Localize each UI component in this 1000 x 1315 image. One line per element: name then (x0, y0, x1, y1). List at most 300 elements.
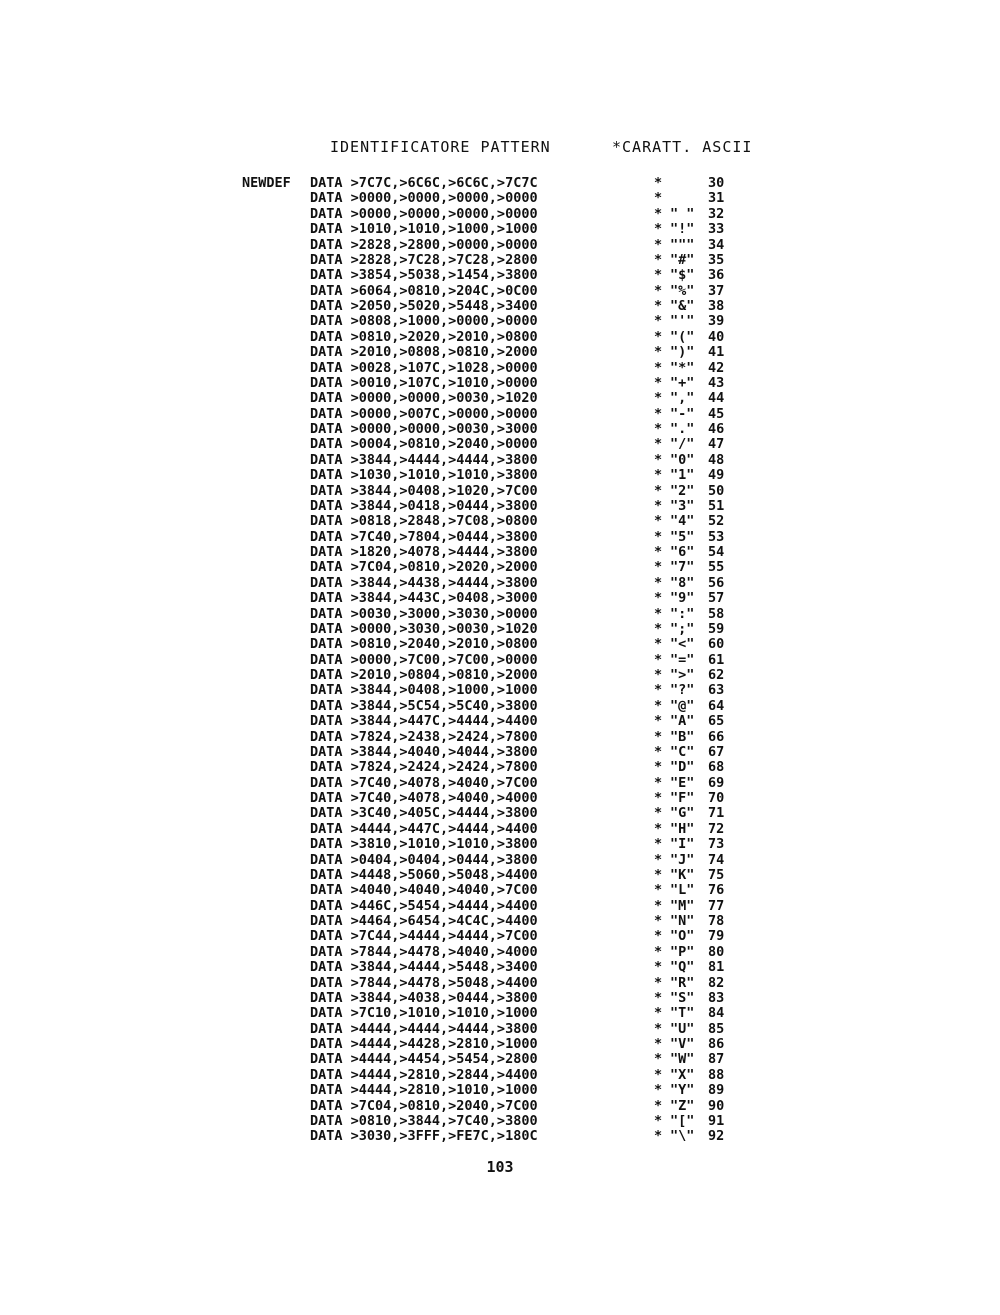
listing-row (0, 560, 1000, 575)
listing-row (0, 1083, 1000, 1098)
comment-marker: * (654, 728, 663, 745)
listing-row (0, 345, 1000, 360)
ascii-code: 74 (708, 851, 725, 868)
data-statement: DATA >3C40,>405C,>4444,>3800 (310, 805, 538, 822)
ascii-code: 71 (708, 805, 725, 822)
comment-marker: * (654, 913, 663, 929)
ascii-code: 41 (708, 344, 725, 361)
data-statement: DATA >2828,>2800,>0000,>0000 (310, 236, 538, 253)
comment-marker: * (654, 805, 663, 822)
listing-row (0, 376, 1000, 391)
data-statement: DATA >3810,>1010,>1010,>3800 (310, 836, 538, 853)
data-statement: DATA >7824,>2424,>2424,>7800 (310, 759, 538, 776)
ascii-code: 58 (708, 605, 725, 622)
ascii-character: "/" (670, 436, 695, 453)
ascii-character: "5" (670, 528, 695, 545)
ascii-code: 77 (708, 897, 725, 914)
ascii-character: "X" (670, 1066, 695, 1083)
listing-row (0, 622, 1000, 637)
listing-row (0, 868, 1000, 883)
comment-marker: * (654, 1051, 663, 1068)
ascii-code: 60 (708, 636, 725, 653)
ascii-character: "Y" (670, 1082, 695, 1099)
data-statement: DATA >0000,>007C,>0000,>0000 (310, 405, 538, 422)
data-statement: DATA >7C40,>7804,>0444,>3800 (310, 528, 538, 545)
data-statement: DATA >0028,>107C,>1028,>0000 (310, 359, 538, 376)
listing-row (0, 1022, 1000, 1037)
comment-marker: * (654, 928, 663, 945)
comment-marker: * (654, 359, 663, 376)
data-statement: DATA >0000,>0000,>0030,>3000 (310, 421, 538, 437)
listing-row (0, 637, 1000, 652)
ascii-code: 69 (708, 774, 725, 791)
ascii-character: "G" (670, 805, 695, 822)
comment-marker: * (654, 697, 663, 714)
listing-row (0, 207, 1000, 222)
ascii-character: "E" (670, 774, 695, 791)
comment-marker: * (654, 467, 663, 484)
ascii-character: "+" (670, 374, 695, 391)
ascii-character: "4" (670, 513, 695, 530)
ascii-character: "M" (670, 897, 695, 914)
comment-marker: * (654, 774, 663, 791)
comment-marker: * (654, 1128, 663, 1145)
ascii-code: 37 (708, 282, 725, 299)
data-statement: DATA >7C7C,>6C6C,>6C6C,>7C7C (310, 175, 538, 191)
comment-marker: * (654, 344, 663, 361)
ascii-code: 39 (708, 313, 725, 330)
comment-marker: * (654, 620, 663, 637)
listing-row (0, 530, 1000, 545)
data-statement: DATA >2010,>0808,>0810,>2000 (310, 344, 538, 361)
comment-marker: * (654, 590, 663, 607)
ascii-character: "L" (670, 882, 695, 899)
listing-row (0, 837, 1000, 852)
data-statement: DATA >0030,>3000,>3030,>0000 (310, 605, 538, 622)
listing-row (0, 238, 1000, 253)
listing-row (0, 576, 1000, 591)
ascii-character: "V" (670, 1036, 695, 1052)
ascii-code: 85 (708, 1020, 725, 1037)
listing-row (0, 1006, 1000, 1021)
comment-marker: * (654, 851, 663, 868)
data-statement: DATA >3844,>4444,>4444,>3800 (310, 451, 538, 468)
listing-row (0, 407, 1000, 422)
listing-row (0, 745, 1000, 760)
comment-marker: * (654, 405, 663, 422)
comment-marker: * (654, 175, 663, 191)
ascii-character: "[" (670, 1112, 695, 1129)
comment-marker: * (654, 713, 663, 730)
listing-row (0, 699, 1000, 714)
data-statement: DATA >0808,>1000,>0000,>0000 (310, 313, 538, 330)
listing-row (0, 791, 1000, 806)
ascii-code: 72 (708, 820, 725, 837)
listing-row (0, 191, 1000, 206)
listing-row (0, 1037, 1000, 1052)
ascii-code: 49 (708, 467, 725, 484)
ascii-code: 56 (708, 574, 725, 591)
ascii-code: 79 (708, 928, 725, 945)
ascii-code: 61 (708, 651, 725, 668)
comment-marker: * (654, 282, 663, 299)
data-statement: DATA >7824,>2438,>2424,>7800 (310, 728, 538, 745)
data-statement: DATA >4444,>447C,>4444,>4400 (310, 820, 538, 837)
comment-marker: * (654, 605, 663, 622)
ascii-character: ":" (670, 605, 695, 622)
data-statement: DATA >1010,>1010,>1000,>1000 (310, 221, 538, 238)
ascii-code: 86 (708, 1036, 725, 1052)
data-statement: DATA >3844,>4444,>5448,>3400 (310, 959, 538, 976)
listing-row (0, 806, 1000, 821)
comment-marker: * (654, 436, 663, 453)
ascii-character: "$" (670, 267, 695, 284)
data-statement: DATA >0810,>3844,>7C40,>3800 (310, 1112, 538, 1129)
data-statement: DATA >7C44,>4444,>4444,>7C00 (310, 928, 538, 945)
listing-row (0, 853, 1000, 868)
listing-row (0, 499, 1000, 514)
ascii-code: 35 (708, 251, 725, 268)
data-statement: DATA >0000,>0000,>0030,>1020 (310, 390, 538, 407)
listing-row (0, 883, 1000, 898)
comment-marker: * (654, 221, 663, 238)
ascii-code: 87 (708, 1051, 725, 1068)
data-statement: DATA >4444,>4454,>5454,>2800 (310, 1051, 538, 1068)
ascii-character: "S" (670, 989, 695, 1006)
comment-marker: * (654, 790, 663, 806)
listing-row (0, 484, 1000, 499)
ascii-character: "A" (670, 713, 695, 730)
ascii-character: "6" (670, 544, 695, 560)
data-statement: DATA >3844,>5C54,>5C40,>3800 (310, 697, 538, 714)
listing-row (0, 730, 1000, 745)
data-statement: DATA >4464,>6454,>4C4C,>4400 (310, 913, 538, 929)
listing-row (0, 1068, 1000, 1083)
comment-marker: * (654, 374, 663, 391)
ascii-code: 76 (708, 882, 725, 899)
data-statement: DATA >1030,>1010,>1010,>3800 (310, 467, 538, 484)
ascii-character: "&" (670, 298, 695, 314)
listing-row (0, 760, 1000, 775)
ascii-code: 59 (708, 620, 725, 637)
data-statement: DATA >4444,>2810,>2844,>4400 (310, 1066, 538, 1083)
ascii-character: "-" (670, 405, 695, 422)
listing-row (0, 453, 1000, 468)
comment-marker: * (654, 1036, 663, 1052)
data-statement: DATA >4448,>5060,>5048,>4400 (310, 866, 538, 883)
listing-row (0, 176, 1000, 191)
ascii-character: "'" (670, 313, 695, 330)
comment-marker: * (654, 1097, 663, 1114)
comment-marker: * (654, 421, 663, 437)
ascii-code: 47 (708, 436, 725, 453)
comment-marker: * (654, 974, 663, 991)
ascii-character: "9" (670, 590, 695, 607)
data-statement: DATA >3844,>447C,>4444,>4400 (310, 713, 538, 730)
comment-marker: * (654, 836, 663, 853)
comment-marker: * (654, 298, 663, 314)
data-statement: DATA >3844,>443C,>0408,>3000 (310, 590, 538, 607)
page-number: 103 (486, 1158, 514, 1176)
listing-row (0, 299, 1000, 314)
ascii-code: 68 (708, 759, 725, 776)
data-statement: DATA >4444,>2810,>1010,>1000 (310, 1082, 538, 1099)
ascii-code: 62 (708, 667, 725, 683)
listing-row (0, 929, 1000, 944)
data-statement: DATA >1820,>4078,>4444,>3800 (310, 544, 538, 560)
ascii-character: ">" (670, 667, 695, 683)
ascii-code: 81 (708, 959, 725, 976)
listing-row (0, 1052, 1000, 1067)
header-ascii-character: *CARATT. ASCII (612, 138, 753, 156)
comment-marker: * (654, 897, 663, 914)
data-statement: DATA >0000,>0000,>0000,>0000 (310, 190, 538, 207)
data-statement: DATA >3854,>5038,>1454,>3800 (310, 267, 538, 284)
ascii-code: 92 (708, 1128, 725, 1145)
ascii-character: "(" (670, 328, 695, 345)
ascii-character: "U" (670, 1020, 695, 1037)
data-statement: DATA >0404,>0404,>0444,>3800 (310, 851, 538, 868)
data-statement: DATA >6064,>0810,>204C,>0C00 (310, 282, 538, 299)
listing-row (0, 591, 1000, 606)
ascii-character: "I" (670, 836, 695, 853)
comment-marker: * (654, 959, 663, 976)
ascii-character: "," (670, 390, 695, 407)
listing-row (0, 822, 1000, 837)
listing-row (0, 391, 1000, 406)
ascii-code: 65 (708, 713, 725, 730)
comment-marker: * (654, 251, 663, 268)
ascii-character: "P" (670, 943, 695, 960)
data-statement: DATA >446C,>5454,>4444,>4400 (310, 897, 538, 914)
ascii-character: "#" (670, 251, 695, 268)
ascii-character: "K" (670, 866, 695, 883)
listing-row (0, 1099, 1000, 1114)
listing-row (0, 437, 1000, 452)
ascii-character: "." (670, 421, 695, 437)
data-statement: DATA >3844,>0418,>0444,>3800 (310, 497, 538, 514)
ascii-character: ")" (670, 344, 695, 361)
ascii-character: "%" (670, 282, 695, 299)
data-statement: DATA >2010,>0804,>0810,>2000 (310, 667, 538, 683)
listing-row (0, 607, 1000, 622)
ascii-character: "8" (670, 574, 695, 591)
ascii-code: 70 (708, 790, 725, 806)
ascii-code: 30 (708, 175, 725, 191)
ascii-code: 89 (708, 1082, 725, 1099)
ascii-code: 40 (708, 328, 725, 345)
data-statement: DATA >0004,>0810,>2040,>0000 (310, 436, 538, 453)
ascii-character: "7" (670, 559, 695, 576)
header-pattern-identifier: IDENTIFICATORE PATTERN (330, 138, 551, 156)
data-statement: DATA >7844,>4478,>4040,>4000 (310, 943, 538, 960)
data-statement: DATA >4040,>4040,>4040,>7C00 (310, 882, 538, 899)
comment-marker: * (654, 236, 663, 253)
ascii-character: "<" (670, 636, 695, 653)
data-statement: DATA >3030,>3FFF,>FE7C,>180C (310, 1128, 538, 1145)
listing-row (0, 545, 1000, 560)
comment-marker: * (654, 759, 663, 776)
ascii-code: 75 (708, 866, 725, 883)
data-statement: DATA >0000,>7C00,>7C00,>0000 (310, 651, 538, 668)
ascii-code: 36 (708, 267, 725, 284)
ascii-character: "H" (670, 820, 695, 837)
comment-marker: * (654, 559, 663, 576)
listing-row (0, 945, 1000, 960)
data-statement: DATA >7C40,>4078,>4040,>7C00 (310, 774, 538, 791)
data-statement: DATA >3844,>4040,>4044,>3800 (310, 743, 538, 760)
listing-row (0, 960, 1000, 975)
comment-marker: * (654, 1020, 663, 1037)
data-statement: DATA >0810,>2040,>2010,>0800 (310, 636, 538, 653)
comment-marker: * (654, 1112, 663, 1129)
data-statement: DATA >3844,>4038,>0444,>3800 (310, 989, 538, 1006)
listing-row (0, 253, 1000, 268)
data-statement: DATA >7C04,>0810,>2040,>7C00 (310, 1097, 538, 1114)
ascii-character: "Z" (670, 1097, 695, 1114)
comment-marker: * (654, 651, 663, 668)
data-statement: DATA >2828,>7C28,>7C28,>2800 (310, 251, 538, 268)
ascii-character: "0" (670, 451, 695, 468)
ascii-character: "R" (670, 974, 695, 991)
listing-row (0, 776, 1000, 791)
listing-row (0, 222, 1000, 237)
ascii-character: ";" (670, 620, 695, 637)
ascii-character: "=" (670, 651, 695, 668)
data-statement: DATA >0818,>2848,>7C08,>0800 (310, 513, 538, 530)
ascii-character: "T" (670, 1005, 695, 1022)
listing-row (0, 653, 1000, 668)
comment-marker: * (654, 313, 663, 330)
ascii-code: 80 (708, 943, 725, 960)
comment-marker: * (654, 497, 663, 514)
ascii-code: 78 (708, 913, 725, 929)
ascii-character: "B" (670, 728, 695, 745)
comment-marker: * (654, 1066, 663, 1083)
data-statement: DATA >4444,>4428,>2810,>1000 (310, 1036, 538, 1052)
comment-marker: * (654, 574, 663, 591)
ascii-code: 31 (708, 190, 725, 207)
row-label: NEWDEF (242, 175, 291, 191)
ascii-character: "?" (670, 682, 695, 699)
comment-marker: * (654, 1005, 663, 1022)
data-statement: DATA >0000,>0000,>0000,>0000 (310, 205, 538, 222)
ascii-code: 51 (708, 497, 725, 514)
comment-marker: * (654, 328, 663, 345)
comment-marker: * (654, 205, 663, 222)
comment-marker: * (654, 866, 663, 883)
data-statement: DATA >7844,>4478,>5048,>4400 (310, 974, 538, 991)
comment-marker: * (654, 989, 663, 1006)
data-statement: DATA >7C04,>0810,>2020,>2000 (310, 559, 538, 576)
data-statement: DATA >0000,>3030,>0030,>1020 (310, 620, 538, 637)
data-statement: DATA >7C10,>1010,>1010,>1000 (310, 1005, 538, 1022)
listing-row (0, 976, 1000, 991)
comment-marker: * (654, 943, 663, 960)
ascii-character: " " (670, 205, 695, 222)
ascii-code: 57 (708, 590, 725, 607)
comment-marker: * (654, 528, 663, 545)
comment-marker: * (654, 482, 663, 499)
ascii-code: 84 (708, 1005, 725, 1022)
listing-row (0, 468, 1000, 483)
listing-row (0, 284, 1000, 299)
data-statement: DATA >3844,>4438,>4444,>3800 (310, 574, 538, 591)
ascii-character: "3" (670, 497, 695, 514)
listing-row (0, 668, 1000, 683)
data-statement: DATA >0010,>107C,>1010,>0000 (310, 374, 538, 391)
comment-marker: * (654, 513, 663, 530)
listing-row (0, 714, 1000, 729)
comment-marker: * (654, 820, 663, 837)
data-statement: DATA >3844,>0408,>1020,>7C00 (310, 482, 538, 499)
listing-row (0, 314, 1000, 329)
listing-row (0, 1114, 1000, 1129)
ascii-character: "W" (670, 1051, 695, 1068)
listing-row (0, 268, 1000, 283)
ascii-character: "@" (670, 697, 695, 714)
ascii-character: "O" (670, 928, 695, 945)
ascii-code: 67 (708, 743, 725, 760)
ascii-code: 55 (708, 559, 725, 576)
ascii-code: 91 (708, 1112, 725, 1129)
ascii-character: "D" (670, 759, 695, 776)
listing-row (0, 330, 1000, 345)
comment-marker: * (654, 267, 663, 284)
ascii-character: "1" (670, 467, 695, 484)
ascii-code: 32 (708, 205, 725, 222)
ascii-character: "\" (670, 1128, 695, 1145)
listing-row (0, 361, 1000, 376)
ascii-code: 52 (708, 513, 725, 530)
comment-marker: * (654, 667, 663, 683)
ascii-code: 88 (708, 1066, 725, 1083)
ascii-code: 63 (708, 682, 725, 699)
listing-row (0, 683, 1000, 698)
data-statement: DATA >2050,>5020,>5448,>3400 (310, 298, 538, 314)
ascii-code: 34 (708, 236, 725, 253)
listing-row (0, 991, 1000, 1006)
data-statement: DATA >0810,>2020,>2010,>0800 (310, 328, 538, 345)
comment-marker: * (654, 190, 663, 207)
ascii-code: 46 (708, 421, 725, 437)
comment-marker: * (654, 682, 663, 699)
listing-row (0, 914, 1000, 929)
ascii-character: "J" (670, 851, 695, 868)
ascii-character: "*" (670, 359, 695, 376)
ascii-code: 73 (708, 836, 725, 853)
ascii-character: "F" (670, 790, 695, 806)
listing-row (0, 899, 1000, 914)
ascii-code: 45 (708, 405, 725, 422)
ascii-code: 90 (708, 1097, 725, 1114)
data-statement: DATA >4444,>4444,>4444,>3800 (310, 1020, 538, 1037)
comment-marker: * (654, 544, 663, 560)
data-statement: DATA >7C40,>4078,>4040,>4000 (310, 790, 538, 806)
ascii-code: 48 (708, 451, 725, 468)
ascii-code: 38 (708, 298, 725, 314)
ascii-code: 44 (708, 390, 725, 407)
comment-marker: * (654, 1082, 663, 1099)
ascii-code: 43 (708, 374, 725, 391)
ascii-code: 42 (708, 359, 725, 376)
ascii-code: 54 (708, 544, 725, 560)
ascii-code: 83 (708, 989, 725, 1006)
ascii-character: "Q" (670, 959, 695, 976)
ascii-code: 82 (708, 974, 725, 991)
data-listing (0, 176, 1000, 1145)
comment-marker: * (654, 390, 663, 407)
